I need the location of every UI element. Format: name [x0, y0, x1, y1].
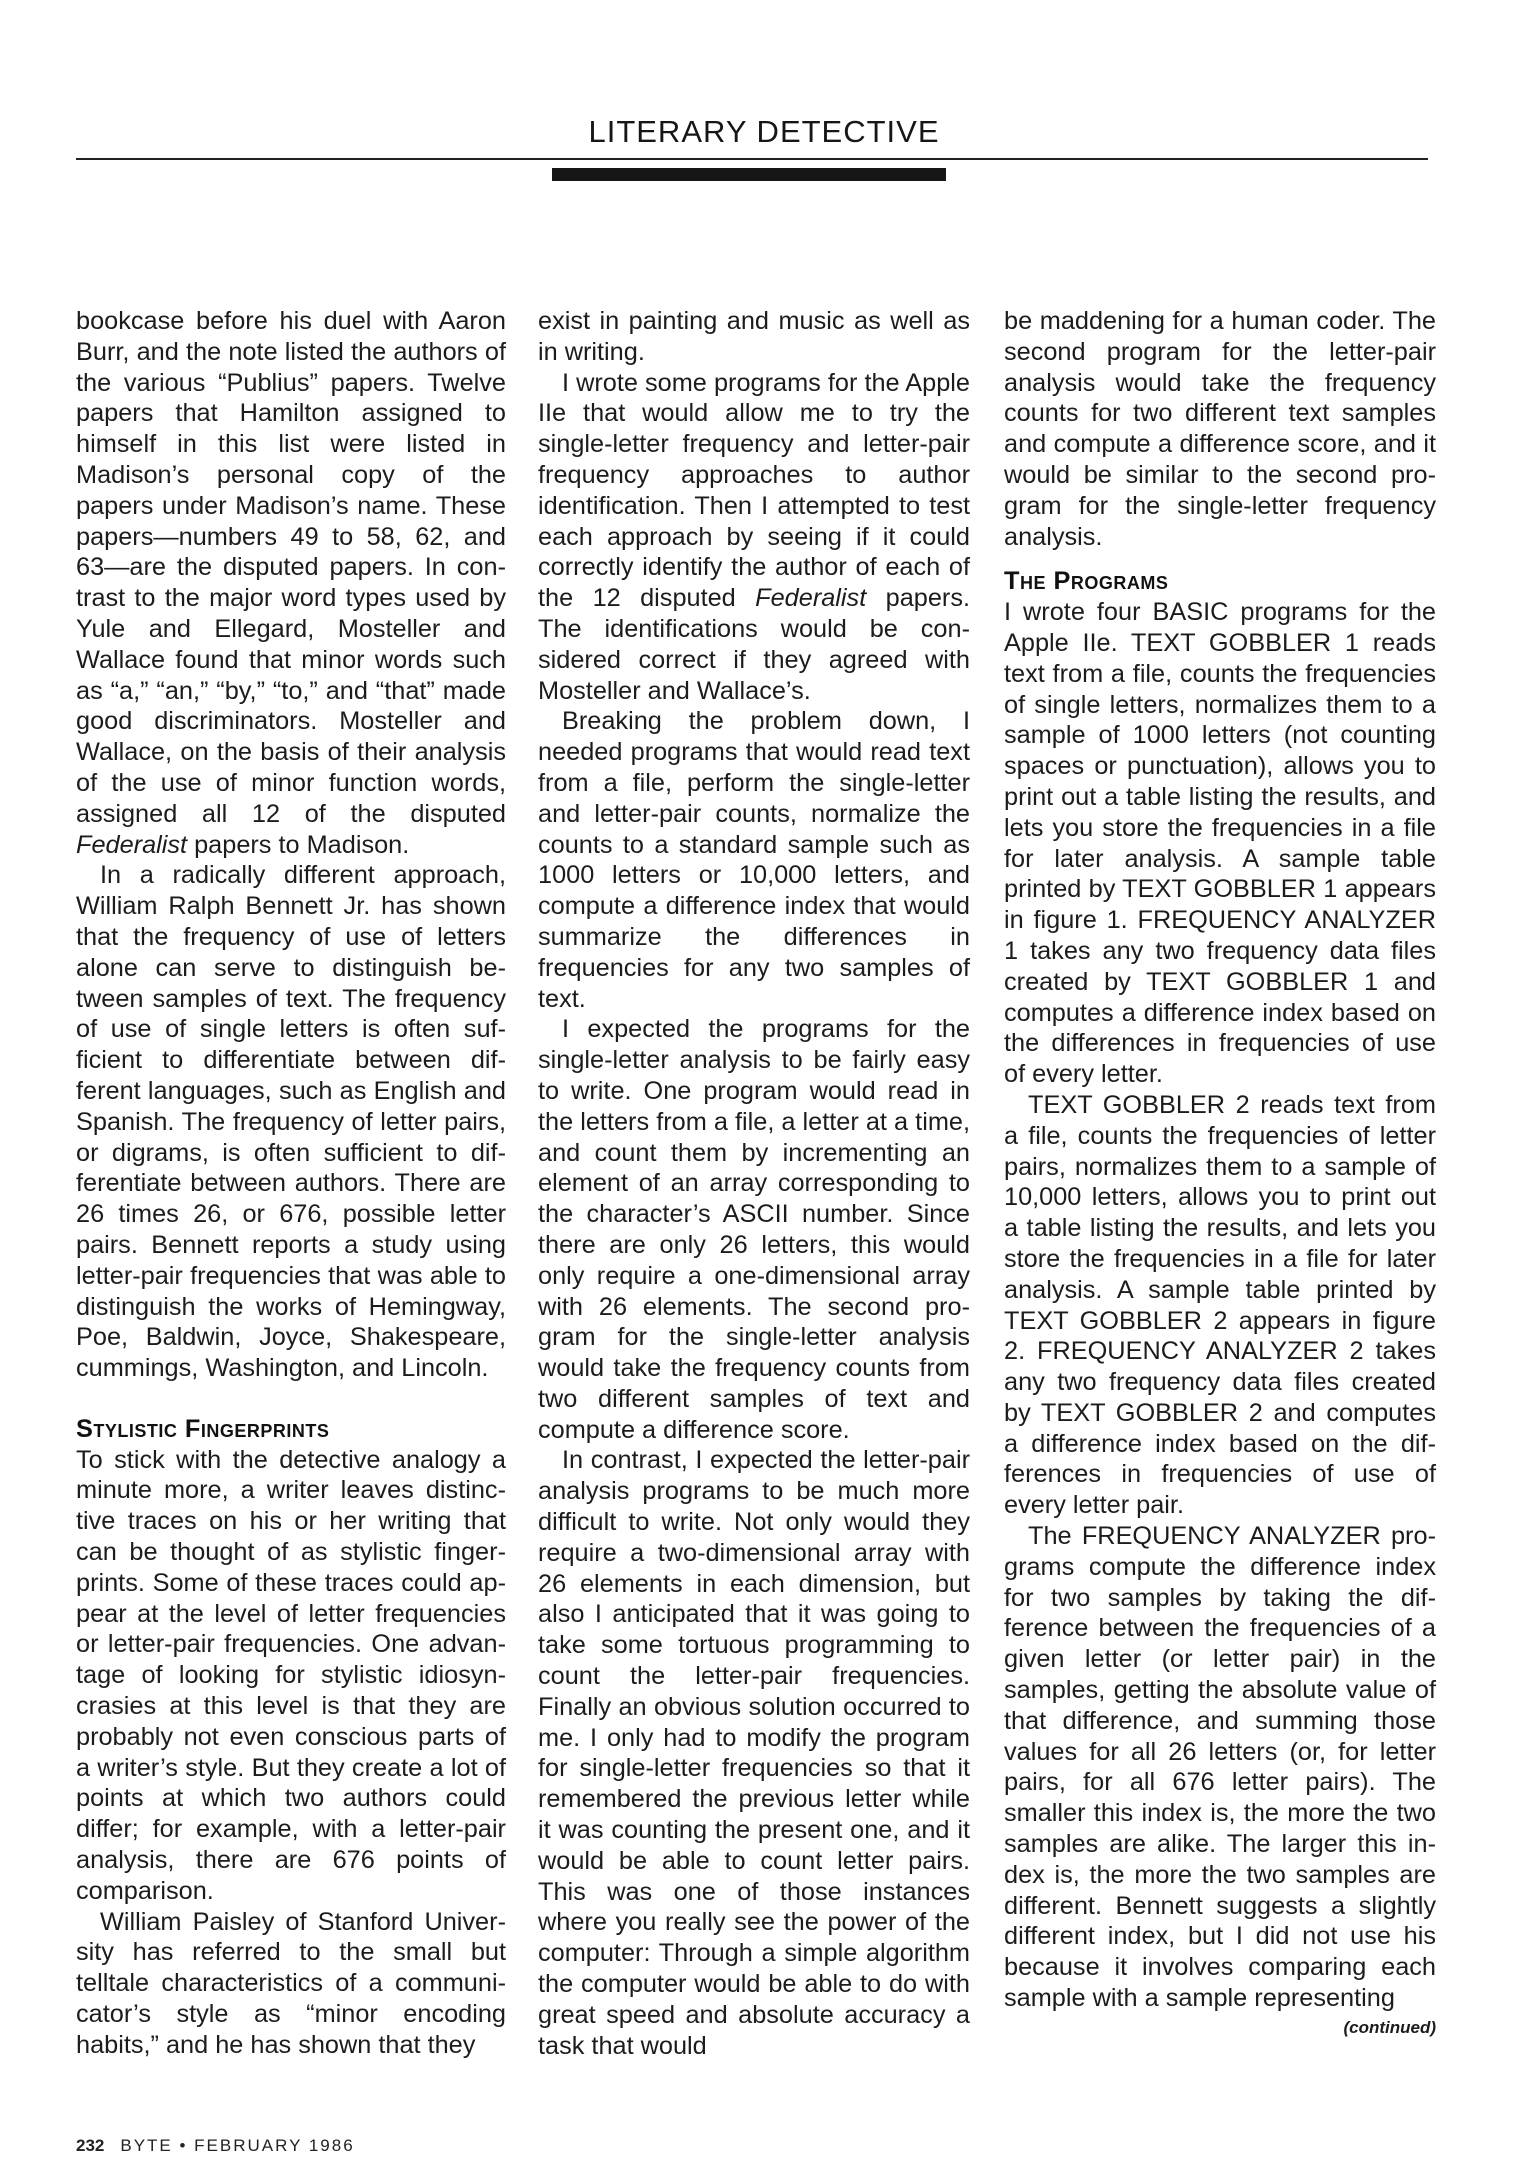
- header-title: LITERARY DETECTIVE: [588, 114, 940, 149]
- section-heading: Stylistic Fingerprints: [76, 1414, 330, 1443]
- paragraph: Breaking the problem down, I needed programs that would read text from a file, perform the single-letter and letter-pair counts, normalize the counts to a standard sample such as 1000 letters or 10,000 letters, and compute a difference index that would summarize the differences in frequencies for any two samples of text.: [538, 707, 970, 1013]
- paragraph: be maddening for a human coder. The second program for the letter-pair analysis would take the frequency counts for two different text samples and compute a difference score, and it would be similar to the second program for the single-letter frequency analysis.: [1004, 307, 1436, 551]
- header-bar: [552, 168, 946, 181]
- paragraph: I expected the programs for the single-letter analysis to be fairly easy to write. One program would read in the letters from a file, a letter at a time, and count them by incrementing an element of an array corresponding to the character’s ASCII number. Since there are only 26 letters, this would only require a one-dimensional array with 26 elements. The second program for the single-letter analysis would take the frequency counts from two different samples of text and compute a difference score.: [538, 1015, 970, 1444]
- italic-term: Federalist: [755, 584, 867, 613]
- paragraph: TEXT GOBBLER 2 reads text from a file, counts the frequencies of letter pairs, normalizes them to a sample of 10,000 letters, allows you to print out a table listing the results, and lets you store the frequencies in a file for later analysis. A sample table printed by TEXT GOBBLER 2 appears in figure 2. FREQUENCY ANALYZER 2 takes any two frequency data files created by TEXT GOBBLER 2 and computes a difference index based on the differences in frequencies of use of every letter pair.: [1004, 1090, 1436, 1520]
- section-heading: The Programs: [1004, 567, 1169, 596]
- paragraph: exist in painting and music as well as in writing.: [538, 307, 970, 366]
- publication-line: BYTE • FEBRUARY 1986: [120, 2136, 355, 2155]
- paragraph: In contrast, I expected the letter-pair analysis programs to be much more difficult to write. Not only would they require a two-dimensional array with 26 elements in each dimension, but also I anticipated that it was going to take some tortuous programming to count the letter-pair frequencies. Finally an obvious solution occurred to me. I only had to modify the program for single-letter frequencies so that it remembered the previous letter while it was counting the present one, and it would be able to count letter pairs. This was one of those instances where you really see the power of the computer: Through a simple algorithm the computer would be able to do with great speed and absolute accuracy a task that would: [538, 1446, 970, 2060]
- continued-note: (continued): [1343, 2017, 1436, 2037]
- page-footer: [76, 2136, 355, 2156]
- paragraph: In a radically different approach, William Ralph Bennett Jr. has shown that the frequency of use of letters alone can serve to distinguish between samples of text. The frequency of use of single letters is often sufficient to differentiate between different languages, such as English and Spanish. The frequency of letter pairs, or digrams, is often sufficient to differentiate between authors. There are 26 times 26, or 676, possible letter pairs. Bennett reports a study using letter-pair frequencies that was able to distinguish the works of Hemingway, Poe, Baldwin, Joyce, Shakespeare, cummings, Washington, and Lincoln.: [76, 861, 506, 1383]
- paragraph: I wrote four BASIC programs for the Apple IIe. TEXT GOBBLER 1 reads text from a file, counts the frequencies of single letters, normalizes them to a sample of 1000 letters (not counting spaces or punctuation), allows you to print out a table listing the results, and lets you store the frequencies in a file for later analysis. A sample table printed by TEXT GOBBLER 1 appears in figure 1. FREQUENCY ANALYZER 1 takes any two frequency data files created by TEXT GOBBLER 1 and computes a difference index based on the differences in frequencies of use of every letter.: [1004, 598, 1436, 1089]
- paragraph: William Paisley of Stanford University has referred to the small but telltale characteristics of a communicator’s style as “minor encoding habits,” and he has shown that they: [76, 1907, 506, 2059]
- page-number: 232: [76, 2136, 105, 2155]
- header-rule: [76, 158, 1428, 160]
- paragraph: To stick with the detective analogy a minute more, a writer leaves distinctive traces on his or her writing that can be thought of as stylistic fingerprints. Some of these traces could appear at the level of letter frequencies or letter-pair frequencies. One advantage of looking for stylistic idiosyncrasies at this level is that they are probably not even conscious parts of a writer’s style. But they create a lot of points at which two authors could differ; for example, with a letter-pair analysis, there are 676 points of comparison.: [76, 1445, 506, 1905]
- column-2: [538, 306, 970, 2061]
- column-3: [1004, 306, 1436, 2040]
- paragraph: bookcase before his duel with Aaron Burr, and the note listed the authors of the various “Publius” papers. Twelve papers that Hamilton assigned to himself in this list were listed in Madison’s personal copy of the papers under Madison’s name. These papers—numbers 49 to 58, 62, and 63—are the disputed papers. In contrast to the major word types used by Yule and Ellegard, Mosteller and Wallace found that minor words such as “a,” “an,” “by,” “to,” and “that” made good discriminators. Mosteller and Wallace, on the basis of their analysis of the use of minor function words, assigned all 12 of the disputed Federalist papers to Madison.: [76, 307, 506, 859]
- italic-term: Federalist: [76, 830, 188, 859]
- column-1: [76, 306, 506, 2061]
- paragraph: The FREQUENCY ANALYZER programs compute the difference index for two samples by taking the difference between the frequencies of a given letter (or letter pair) in the samples, getting the absolute value of that difference, and summing those values for all 26 letters (or, for letter pairs, for all 676 letter pairs). The smaller this index is, the more the two samples are alike. The larger this index is, the more the two samples are different. Bennett suggests a slightly different index, but I did not use his because it involves comparing each sample with a sample representing: [1004, 1522, 1436, 2013]
- paragraph: I wrote some programs for the Apple IIe that would allow me to try the single-letter frequency and letter-pair frequency approaches to author identification. Then I attempted to test each approach by seeing if it could correctly identify the author of each of the 12 disputed Federalist papers. The identifications would be considered correct if they agreed with Mosteller and Wallace’s.: [538, 368, 971, 705]
